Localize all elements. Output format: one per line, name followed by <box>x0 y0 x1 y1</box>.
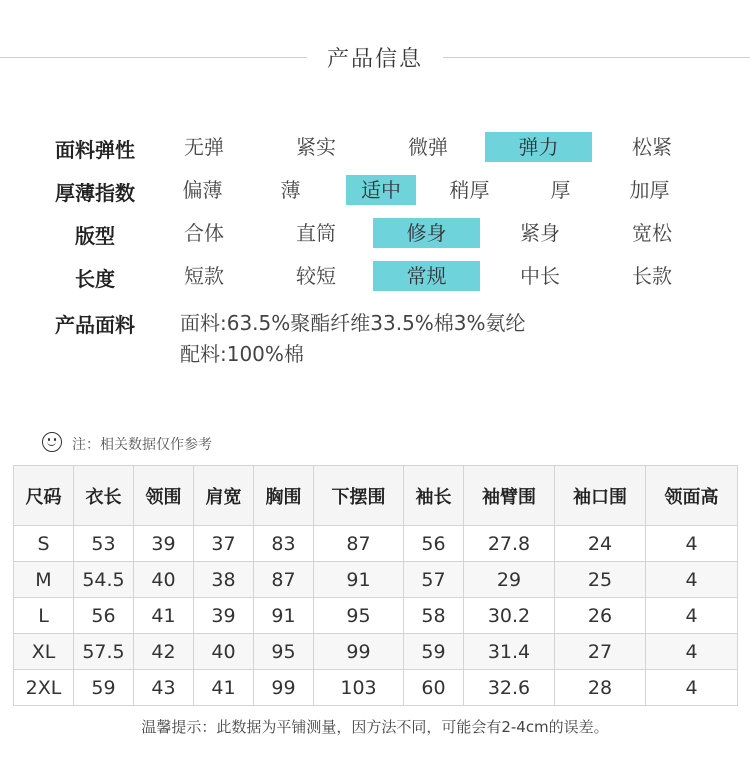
header-chest: 胸围 <box>254 466 314 526</box>
table-row <box>14 562 738 598</box>
table-cell: 60 <box>404 670 464 706</box>
table-cell: 4 <box>646 634 738 670</box>
header-length: 衣长 <box>74 466 134 526</box>
header-size: 尺码 <box>14 466 74 526</box>
table-row <box>14 670 738 706</box>
table-cell: 43 <box>134 670 194 706</box>
option-thin: 薄 <box>280 178 301 202</box>
table-cell: 91 <box>314 562 404 598</box>
size-table <box>13 465 738 706</box>
title-divider-right <box>443 57 750 58</box>
attribute-label: 版型 <box>75 224 115 248</box>
table-cell: 54.5 <box>74 562 134 598</box>
option-long: 长款 <box>632 264 672 288</box>
option-firm: 紧实 <box>296 135 336 159</box>
header-shoulder: 肩宽 <box>194 466 254 526</box>
table-row <box>14 634 738 670</box>
fabric-main: 面料:63.5%聚酯纤维33.5%棉3%氨纶 <box>180 311 526 335</box>
table-cell: 25 <box>555 562 646 598</box>
table-cell: 4 <box>646 562 738 598</box>
table-cell: 27.8 <box>464 526 555 562</box>
option-shorter: 较短 <box>296 264 336 288</box>
table-cell: 30.2 <box>464 598 555 634</box>
fabric-lining: 配料:100%棉 <box>180 342 304 366</box>
table-cell: M <box>14 562 74 598</box>
table-cell: 39 <box>134 526 194 562</box>
table-cell: 40 <box>134 562 194 598</box>
table-header-row <box>14 466 738 526</box>
table-cell: 29 <box>464 562 555 598</box>
measurement-tip: 温馨提示：此数据为平铺测量，因方法不同，可能会有2-4cm的误差。 <box>141 718 609 736</box>
header-sleeve-length: 袖长 <box>404 466 464 526</box>
option-mid-length: 中长 <box>520 264 560 288</box>
table-cell: 39 <box>194 598 254 634</box>
option-elastic: 松紧 <box>632 135 672 159</box>
table-cell: 95 <box>314 598 404 634</box>
table-row <box>14 598 738 634</box>
table-cell: 27 <box>555 634 646 670</box>
table-cell: 87 <box>254 562 314 598</box>
table-cell: 2XL <box>14 670 74 706</box>
table-cell: 31.4 <box>464 634 555 670</box>
header-hem: 下摆围 <box>314 466 404 526</box>
table-cell: 42 <box>134 634 194 670</box>
attribute-label: 长度 <box>75 267 115 291</box>
table-cell: 103 <box>314 670 404 706</box>
table-cell: 37 <box>194 526 254 562</box>
table-cell: 26 <box>555 598 646 634</box>
table-cell: 32.6 <box>464 670 555 706</box>
table-cell: 53 <box>74 526 134 562</box>
table-cell: 95 <box>254 634 314 670</box>
fabric-label: 产品面料 <box>55 313 135 337</box>
table-cell: 41 <box>194 670 254 706</box>
table-cell: 59 <box>404 634 464 670</box>
table-cell: 91 <box>254 598 314 634</box>
header-collar-height: 领面高 <box>646 466 738 526</box>
option-slim-selected: 修身 <box>373 218 480 248</box>
option-regular-selected: 常规 <box>373 261 480 291</box>
option-regular-fit: 合体 <box>184 221 224 245</box>
table-cell: 4 <box>646 526 738 562</box>
table-cell: XL <box>14 634 74 670</box>
option-straight: 直筒 <box>296 221 336 245</box>
table-cell: 57 <box>404 562 464 598</box>
table-cell: 24 <box>555 526 646 562</box>
table-cell: 4 <box>646 670 738 706</box>
option-slight-stretch: 微弹 <box>408 135 448 159</box>
table-cell: 40 <box>194 634 254 670</box>
fabric-section <box>0 303 750 367</box>
option-extra-thick: 加厚 <box>629 178 670 202</box>
table-cell: 4 <box>646 598 738 634</box>
table-cell: 83 <box>254 526 314 562</box>
option-short: 短款 <box>184 264 224 288</box>
header-arm: 袖臂围 <box>464 466 555 526</box>
option-no-stretch: 无弹 <box>184 135 224 159</box>
table-cell: 58 <box>404 598 464 634</box>
attribute-row-elasticity <box>0 132 750 162</box>
option-thick: 厚 <box>550 178 571 202</box>
option-tight: 紧身 <box>520 221 560 245</box>
attribute-row-length <box>0 261 750 291</box>
table-cell: 41 <box>134 598 194 634</box>
option-stretch-selected: 弹力 <box>485 132 592 162</box>
attribute-label: 厚薄指数 <box>55 181 135 205</box>
table-cell: L <box>14 598 74 634</box>
attribute-label: 面料弹性 <box>55 138 135 162</box>
table-row <box>14 526 738 562</box>
table-cell: 87 <box>314 526 404 562</box>
section-header <box>0 36 750 80</box>
header-neck: 领围 <box>134 466 194 526</box>
option-slightly-thick: 稍厚 <box>449 178 490 202</box>
smiley-icon <box>42 432 62 452</box>
header-cuff: 袖口围 <box>555 466 646 526</box>
table-cell: 28 <box>555 670 646 706</box>
table-cell: 38 <box>194 562 254 598</box>
table-cell: 57.5 <box>74 634 134 670</box>
table-cell: 56 <box>404 526 464 562</box>
table-cell: 56 <box>74 598 134 634</box>
table-cell: 99 <box>254 670 314 706</box>
option-loose: 宽松 <box>632 221 672 245</box>
table-cell: 59 <box>74 670 134 706</box>
attribute-row-thickness <box>0 175 750 205</box>
table-cell: S <box>14 526 74 562</box>
option-medium-selected: 适中 <box>346 175 416 205</box>
title-divider-left <box>0 57 307 58</box>
page-title: 产品信息 <box>326 47 423 72</box>
table-cell: 99 <box>314 634 404 670</box>
note-text: 注：相关数据仅作参考 <box>72 437 212 453</box>
option-thin-ish: 偏薄 <box>182 178 223 202</box>
attribute-row-fit <box>0 218 750 248</box>
